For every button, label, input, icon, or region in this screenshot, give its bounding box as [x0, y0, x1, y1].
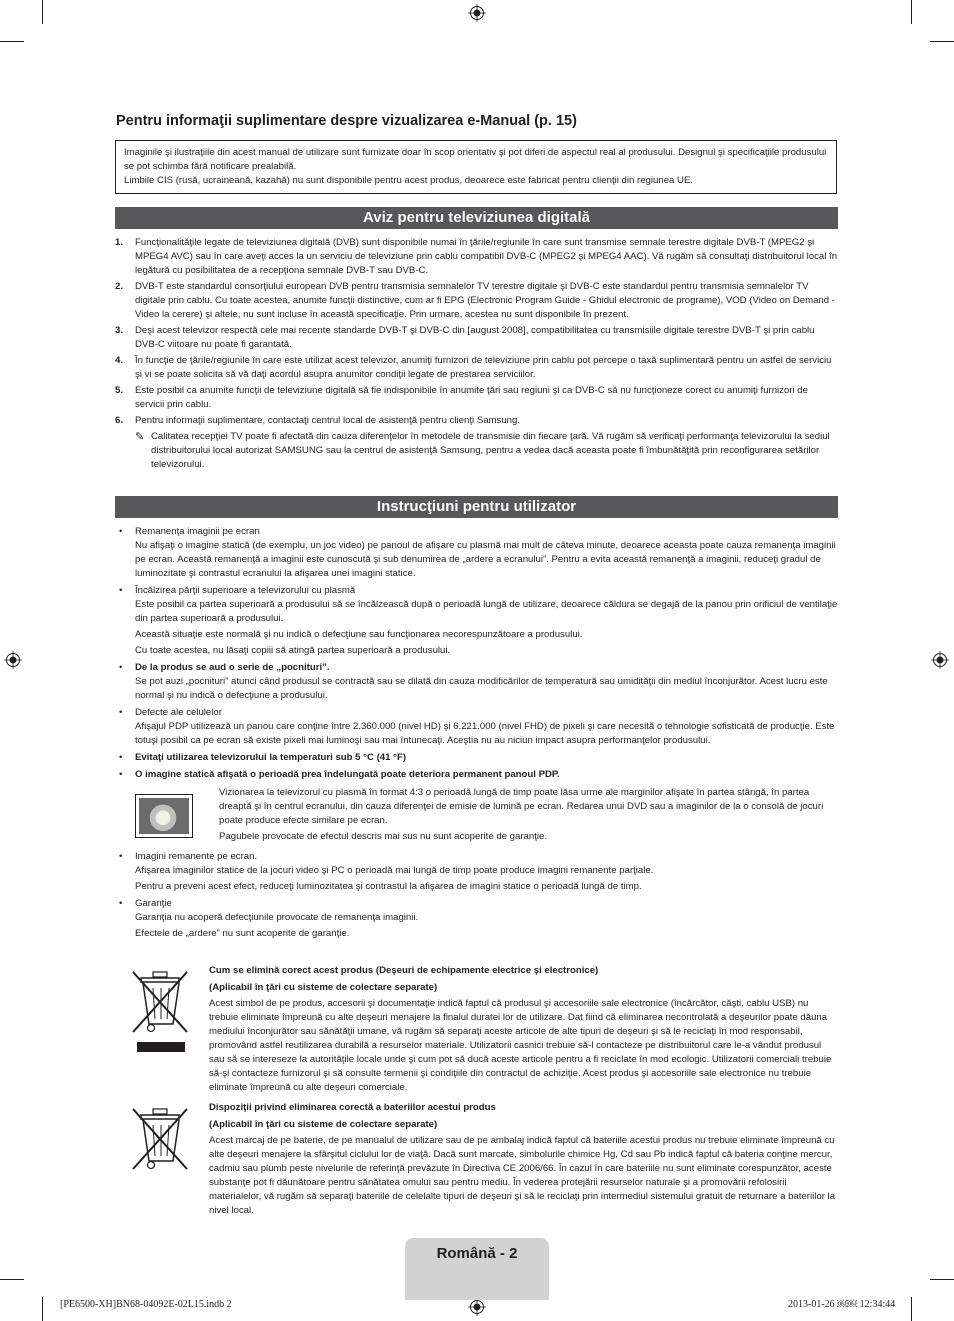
- bullet-title: De la produs se aud o serie de „pocnituri”.: [135, 662, 330, 673]
- weee-disposal-block: [115, 964, 838, 1095]
- bullet-text: Este posibil ca partea superioară a produsului să se încălzească după o perioadă lungă de utilizare, deoarece căldura se degajă de la panou prin orificiul de ventilaţie din partea superioară a produsului.: [135, 599, 838, 624]
- page-heading: Pentru informaţii suplimentare despre vizualizarea e-Manual (p. 15): [116, 113, 577, 129]
- item-number: 1.: [115, 237, 124, 248]
- item-number: 2.: [115, 281, 124, 292]
- bullet-text: Garanţia nu acoperă defecţiunile provocate de remanenţa imaginii.: [135, 912, 419, 923]
- plasma-warning-block: [135, 786, 838, 844]
- crop-mark: [911, 0, 912, 24]
- list-item: • Evitaţi utilizarea televizorului la temperaturi sub 5 °C (41 °F): [115, 751, 838, 765]
- list-item: [115, 414, 838, 428]
- list-item: • De la produs se aud o serie de „pocnituri”. Se pot auzi „pocnituri” atunci când produsul se contractă sau se dilată din cauza modificărilor de temperatură sau umidităţii din mediul înconjurător. Acest lucru este normal şi nu indică o defecţiune a produsului.: [115, 661, 838, 703]
- crop-mark: [42, 1297, 43, 1321]
- item-text: În funcţie de ţările/regiunile în care este utilizat acest televizor, anumiţi furnizori de televiziune prin cablu pot percepe o taxă suplimentară pentru un astfel de serviciu şi vi se poate solicita să vă daţi acordul asupra anumitor condiţii legate de prestarea serviciilor.: [135, 355, 832, 380]
- page-number: Română - 2: [436, 1245, 518, 1262]
- disposal-text: Acest marcaj de pe baterie, de pe manualul de utilizare sau de pe ambalaj indică faptul că bateriile acestui produs nu trebuie eliminate împreună cu alte deşeuri menajere la sfârşitul ciclului lor de viaţă. Dacă sunt marcate, simbolurile chimice Hg, Cd sau Pb indică faptul că bateria conţine mercur, cadmiu sau plumb peste nivelurile de referinţă prevăzute în Directiva CE 2006/66. În cazul în care bateriile nu sunt eliminate corespunzător, aceste substanţe pot fi dăunătoare pentru sănătatea omului sau pentru mediu. În vederea protejării resurselor naturale şi a promovării refolosirii materialelor, vă rugăm să separaţi bateriile de celelalte tipuri de deşeuri şi să le reciclaţi prin intermediul sistemului gratuit de returnare a bateriilor la nivel local.: [209, 1135, 836, 1216]
- bullet-text: Cu toate acestea, nu lăsaţi copiii să atingă partea superioară a produsului.: [135, 645, 451, 656]
- list-item: [115, 280, 838, 322]
- registration-mark-icon: [468, 1298, 486, 1316]
- disposal-text: Acest simbol de pe produs, accesorii şi documentaţie indică faptul că produsul şi accesoriile sale electronice (încărcător, căşti, cablu USB) nu trebuie eliminate împreună cu alte deşeuri menajere la finalul duratei lor de utilizare. Dat fiind că eliminarea necontrolată a deşeurilor poate dăuna mediului înconjurător sau sănătăţii umane, vă rugăm să separaţi aceste articole de alte tipuri de deşeuri şi să le reciclaţi în mod responsabil, promovând astfel reutilizarea durabilă a resurselor materiale. Utilizatorii casnici trebuie să-l contacteze pe distribuitorul care le-a vândut produsul sau să se intereseze la autorităţile locale unde şi cum pot să ducă aceste articole pentru a fi reciclate în mod ecologic. Utilizatorii comerciali trebuie să-şi contacteze furnizorul şi să consulte termenii şi condiţiile din contractul de achiziţie. Acest produs şi accesoriile sale electronice nu trebuie eliminate împreună cu alte deşeuri comerciale.: [209, 998, 832, 1093]
- bullet-text: Se pot auzi „pocnituri” atunci când produsul se contractă sau se dilată din cauza modificărilor de temperatură sau umidităţii din mediul înconjurător. Acest lucru este normal şi nu indică o defecţiune a produsului.: [135, 676, 828, 701]
- crop-mark: [42, 0, 43, 24]
- print-timestamp: 2013-01-26 ￼￼ 12:34:44: [788, 1299, 896, 1310]
- bullet-text: Afişajul PDP utilizează un panou care conţine între 2.360.000 (nivel HD) şi 6.221.000 (nivel FHD) de pixeli şi care necesită o tehnologie sofisticată de producţie. Este totuşi posibil ca pe ecran să existe pixeli mai luminoşi sau mai întunecaţi. Aceştia nu au niciun impact asupra performanţelor produsului.: [135, 721, 835, 746]
- bullet-title: Defecte ale celulelor: [135, 707, 222, 718]
- bullet-title: Încălzirea părţii superioare a televizorului cu plasmă: [135, 585, 356, 596]
- list-item: • Garanţie Garanţia nu acoperă defecţiunile provocate de remanenţa imaginii. Efectele de „ardere” nu sunt acoperite de garanţie.: [115, 897, 838, 941]
- bullet-text: Nu afişaţi o imagine statică (de exemplu, un joc video) pe panoul de afişare cu plasmă mai mult de câteva minute, deoarece aceasta poate cauza remanenţa imaginii pe ecran. Această remanenţă a imaginii este cunoscută şi sub denumirea de „ardere a ecranului”. Pentru a evita această remanenţă a imaginii, reduceţi gradul de luminozitate şi contrastul ecranului la afişarea unei imagini statice.: [135, 540, 836, 579]
- crop-mark: [0, 41, 24, 42]
- crop-mark: [930, 1279, 954, 1280]
- item-text: Pentru informaţii suplimentare, contactaţi centrul local de asistenţă pentru clienţi Samsung.: [135, 415, 521, 426]
- bullet-title: Garanţie: [135, 898, 172, 909]
- list-item: • Imagini remanente pe ecran. Afişarea imaginilor statice de la jocuri video şi PC o perioadă mai lungă de timp poate produce imagini remanente parţiale. Pentru a preveni acest efect, reduceţi luminozitatea şi contrastul la afişarea de imagini statice o perioadă lungă de timp.: [115, 850, 838, 894]
- list-item: [115, 324, 838, 352]
- user-instructions-list: [115, 525, 838, 944]
- disposal-title: Cum se elimină corect acest produs (Deşeuri de echipamente electrice şi electronice): [209, 965, 599, 976]
- disposal-subtitle: (Aplicabil în ţări cu sisteme de colectare separate): [209, 982, 438, 993]
- bullet-title: Imagini remanente pe ecran.: [135, 851, 258, 862]
- item-number: 6.: [115, 415, 124, 426]
- crop-mark: [930, 41, 954, 42]
- list-item: [115, 354, 838, 382]
- flower-image: [139, 798, 189, 834]
- list-item: [115, 384, 838, 412]
- bullet-title: Remanenţa imaginii pe ecran: [135, 526, 260, 537]
- bullet-title: Evitaţi utilizarea televizorului la temperaturi sub 5 °C (41 °F): [135, 752, 407, 763]
- item-number: 4.: [115, 355, 124, 366]
- crop-mark: [911, 1297, 912, 1321]
- list-item: • Defecte ale celulelor Afişajul PDP utilizează un panou care conţine între 2.360.000 (nivel HD) şi 6.221.000 (nivel FHD) de pixeli şi care necesită o tehnologie sofisticată de producţie. Este totuşi posibil ca pe ecran să existe pixeli mai luminoşi sau mai întunecaţi. Aceştia nu au niciun impact asupra performanţelor produsului.: [115, 706, 838, 748]
- plasma-text: Vizionarea la televizorul cu plasmă în format 4:3 o perioadă lungă de timp poate lăsa urme ale marginilor afişate în partea stângă, în partea dreaptă şi în centrul ecranului, din cauza diferenţei de emisie de lumină pe ecran. Redarea unui DVD sau a imaginilor de la o consolă de jocuri poate produce efecte similare pe ecran.: [219, 787, 824, 826]
- item-text: Deşi acest televizor respectă cele mai recente standarde DVB-T şi DVB-C din [august 2008], compatibilitatea cu transmisiile digitale terestre DVB-T şi prin cablu DVB-C viitoare nu poate fi garantată.: [135, 325, 815, 350]
- item-number: 5.: [115, 385, 124, 396]
- notice-text: Limbile CIS (rusă, ucraineană, kazahă) nu sunt disponibile pentru acest produs, deoarece este fabricat pentru clienţii din regiunea UE.: [124, 175, 694, 186]
- registration-mark-icon: [931, 651, 949, 669]
- file-info: [PE6500-XH]BN68-04092E-02L15.indb 2: [60, 1299, 232, 1310]
- page-number-tab: [405, 1238, 549, 1300]
- notice-box: [115, 140, 837, 194]
- item-text: Funcţionalităţile legate de televiziunea digitală (DVB) sunt disponibile numai în ţările/regiunile în care sunt transmise semnale terestre digitale DVB-T (MPEG2 şi MPEG4 AVC) sau în care aveţi acces la un serviciu de televiziune prin cablu compatibil DVB-C (MPEG2 şi MPEG4 AAC). Vă rugăm să consultaţi distribuitorul local în legătură cu posibilitatea de a recepţiona semnale DVB-T sau DVB-C.: [135, 237, 838, 276]
- battery-disposal-block: [115, 1101, 838, 1218]
- note-text: Calitatea recepţiei TV poate fi afectată din cauza diferenţelor în metodele de transmisie din fiecare ţară. Vă rugăm să verificaţi performanţa televizorului la sediul distribuitorului local autorizat SAMSUNG sau la centrul de asistenţă Samsung, pentru a vedea dacă aceasta poate fi îmbunătăţită prin reconfigurarea setărilor televizorului.: [151, 431, 830, 470]
- registration-mark-icon: [4, 651, 22, 669]
- digital-tv-list: [115, 236, 838, 472]
- notice-text: Imaginile şi ilustraţiile din acest manual de utilizare sunt furnizate doar în scop orientativ şi pot diferi de aspectul real al produsului. Designul şi specificaţiile produsului se pot schimba fără notificare prealabilă.: [124, 147, 827, 172]
- list-item: [115, 236, 838, 278]
- pencil-note-icon: ✎: [135, 431, 145, 443]
- registration-mark-icon: [468, 4, 486, 22]
- item-text: Este posibil ca anumite funcţii de televiziune digitală să fie indisponibile în anumite ţări sau regiuni şi ca DVB-C să nu funcţioneze corect cu anumiţi furnizori de servicii prin cablu.: [135, 385, 808, 410]
- bullet-text: Pentru a preveni acest efect, reduceţi luminozitatea şi contrastul la afişarea de imagini statice o perioadă lungă de timp.: [135, 881, 642, 892]
- bullet-text: Afişarea imaginilor statice de la jocuri video şi PC o perioadă mai lungă de timp poate produce imagini remanente parţiale.: [135, 865, 654, 876]
- bullet-text: Această situaţie este normală şi nu indică o defecţiune sau funcţionarea necorespunzătoare a produsului.: [135, 629, 583, 640]
- crossed-out-wheelie-bin-icon: [127, 1103, 197, 1171]
- item-text: DVB-T este standardul consorţiului european DVB pentru transmisia semnalelor TV terestre digitale şi DVB-C este standardul pentru transmisia semnalelor TV digitale prin cablu. Cu toate acestea, anumite funcţii distinctive, cum ar fi EPG (Electronic Program Guide - Ghidul electronic de programe), VOD (Video on Demand - Video la cerere) şi altele, nu sunt incluse în această specificaţie. Prin urmare, acestea nu sunt disponibile în prezent.: [135, 281, 835, 320]
- note: [135, 430, 838, 472]
- list-item: • Remanenţa imaginii pe ecran Nu afişaţi o imagine statică (de exemplu, un joc video) pe panoul de afişare cu plasmă mai mult de câteva minute, deoarece aceasta poate cauza remanenţa imaginii pe ecran. Această remanenţă a imaginii este cunoscută şi sub denumirea de „ardere a ecranului”. Pentru a evita această remanenţă a imaginii, reduceţi gradul de luminozitate şi contrastul ecranului la afişarea unei imagini statice.: [115, 525, 838, 581]
- list-item: • O imagine statică afişată o perioadă prea îndelungată poate deteriora permanent panoul PDP.: [115, 768, 838, 782]
- disposal-title: Dispoziţii privind eliminarea corectă a bateriilor acestui produs: [209, 1102, 496, 1113]
- disposal-subtitle: (Aplicabil în ţări cu sisteme de colectare separate): [209, 1119, 438, 1130]
- bullet-text: Efectele de „ardere” nu sunt acoperite de garanţie.: [135, 928, 350, 939]
- crop-mark: [0, 1279, 24, 1280]
- crossed-out-wheelie-bin-icon: [127, 966, 197, 1054]
- section-title-user-instructions: Instrucţiuni pentru utilizator: [115, 496, 838, 518]
- bullet-title: O imagine statică afişată o perioadă prea îndelungată poate deteriora permanent panoul PDP.: [135, 769, 560, 780]
- plasma-text: Pagubele provocate de efectul descris mai sus nu sunt acoperite de garanţie.: [219, 831, 547, 842]
- item-number: 3.: [115, 325, 124, 336]
- tv-screen-image: [135, 794, 193, 838]
- list-item: • Încălzirea părţii superioare a televizorului cu plasmă Este posibil ca partea superioară a produsului să se încălzească după o perioadă lungă de utilizare, deoarece căldura se degajă de la panou prin orificiul de ventilaţie din partea superioară a produsului. Această situaţie este normală şi nu indică o defecţiune sau funcţionarea necorespunzătoare a produsului. Cu toate acestea, nu lăsaţi copiii să atingă partea superioară a produsului.: [119, 585, 838, 656]
- section-title-digital-tv: Aviz pentru televiziunea digitală: [115, 207, 838, 229]
